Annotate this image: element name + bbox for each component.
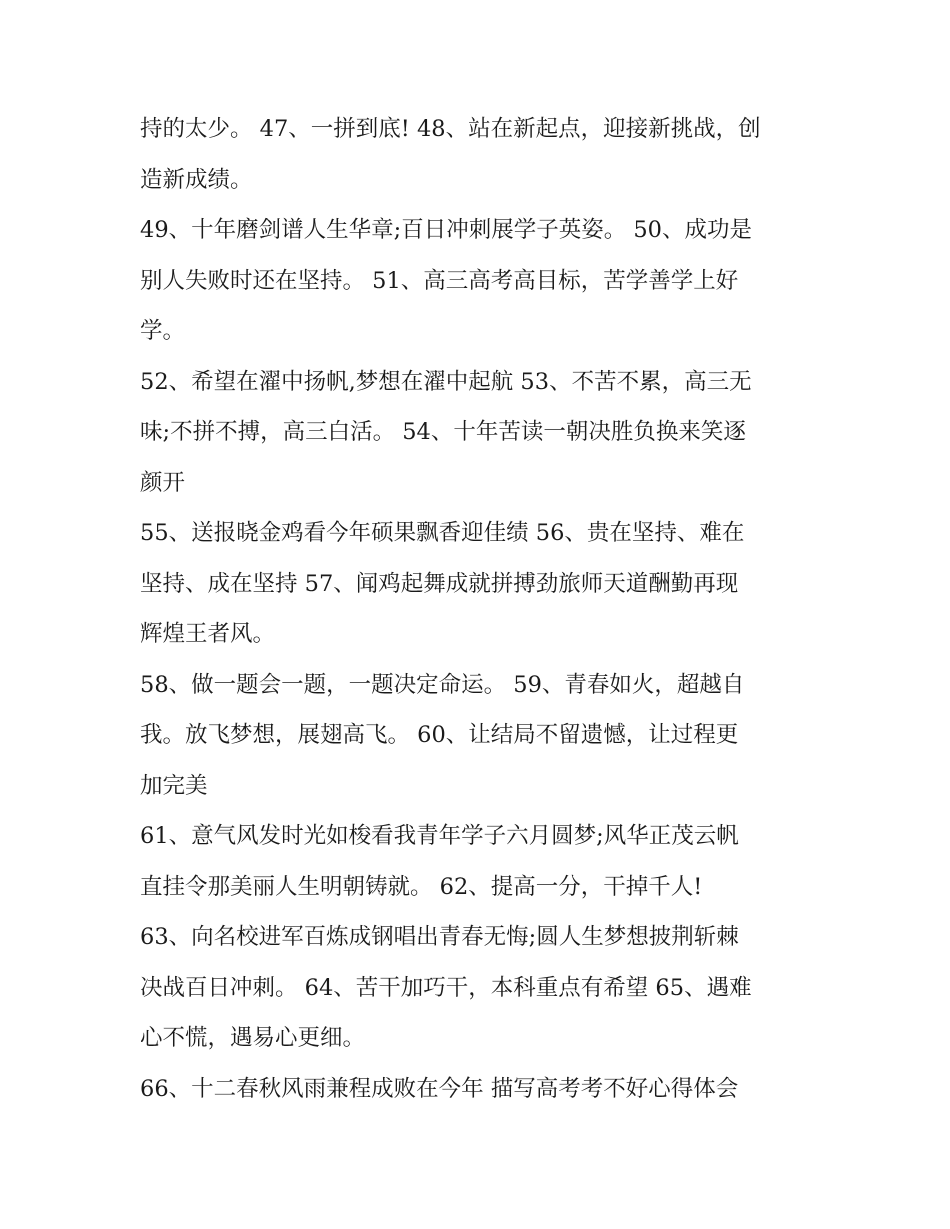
document-body [140, 104, 808, 1114]
paragraph-63-65 [140, 912, 808, 1064]
text-line: 决战百日冲刺。 64、苦干加巧干，本科重点有希望 65、遇难 [140, 974, 752, 1001]
text-line: 61、意气风发时光如梭看我青年学子六月圆梦;风华正茂云帆 [140, 823, 739, 849]
text-line: 加完美 [140, 772, 208, 799]
paragraph-52-54 [140, 357, 808, 509]
text-line: 辉煌王者风。 [140, 621, 276, 647]
text-line: 52、希望在濯中扬帆,梦想在濯中起航 53、不苦不累，高三无 [140, 368, 752, 395]
text-line: 颜开 [140, 469, 186, 496]
text-line: 持的太少。 47、一拼到底! 48、站在新起点，迎接新挑战，创 [140, 116, 761, 142]
text-line: 49、十年磨剑谱人生华章;百日冲刺展学子英姿。 50、成功是 [140, 217, 752, 243]
text-line: 味;不拼不搏，高三白活。 54、十年苦读一朝决胜负换来笑逐 [140, 419, 746, 445]
text-line: 学。 [140, 318, 186, 344]
text-line: 造新成绩。 [140, 166, 253, 193]
text-line: 别人失败时还在坚持。 51、高三高考高目标，苦学善学上好 [140, 267, 739, 294]
paragraph-58-60 [140, 660, 808, 812]
text-line: 直挂令那美丽人生明朝铸就。 62、提高一分，干掉千人! [140, 873, 703, 900]
text-line: 63、向名校进军百炼成钢唱出青春无悔;圆人生梦想披荆斩棘 [140, 924, 739, 950]
paragraph-66 [140, 1064, 808, 1115]
text-line: 58、做一题会一题，一题决定命运。 59、青春如火，超越自 [140, 671, 745, 698]
paragraph-55-57 [140, 508, 808, 660]
text-line: 我。放飞梦想，展翅高飞。 60、让结局不留遗憾，让过程更 [140, 722, 739, 748]
text-line: 55、送报晓金鸡看今年硕果飘香迎佳绩 56、贵在坚持、难在 [140, 520, 745, 546]
text-line: 66、十二春秋风雨兼程成败在今年 描写高考考不好心得体会 [140, 1075, 739, 1102]
paragraph-49-51 [140, 205, 808, 357]
text-line: 心不慌，遇易心更细。 [140, 1025, 366, 1051]
paragraph-61-62 [140, 811, 808, 912]
text-line: 坚持、成在坚持 57、闻鸡起舞成就拼搏劲旅师天道酬勤再现 [140, 570, 739, 597]
paragraph-47-48 [140, 104, 808, 205]
